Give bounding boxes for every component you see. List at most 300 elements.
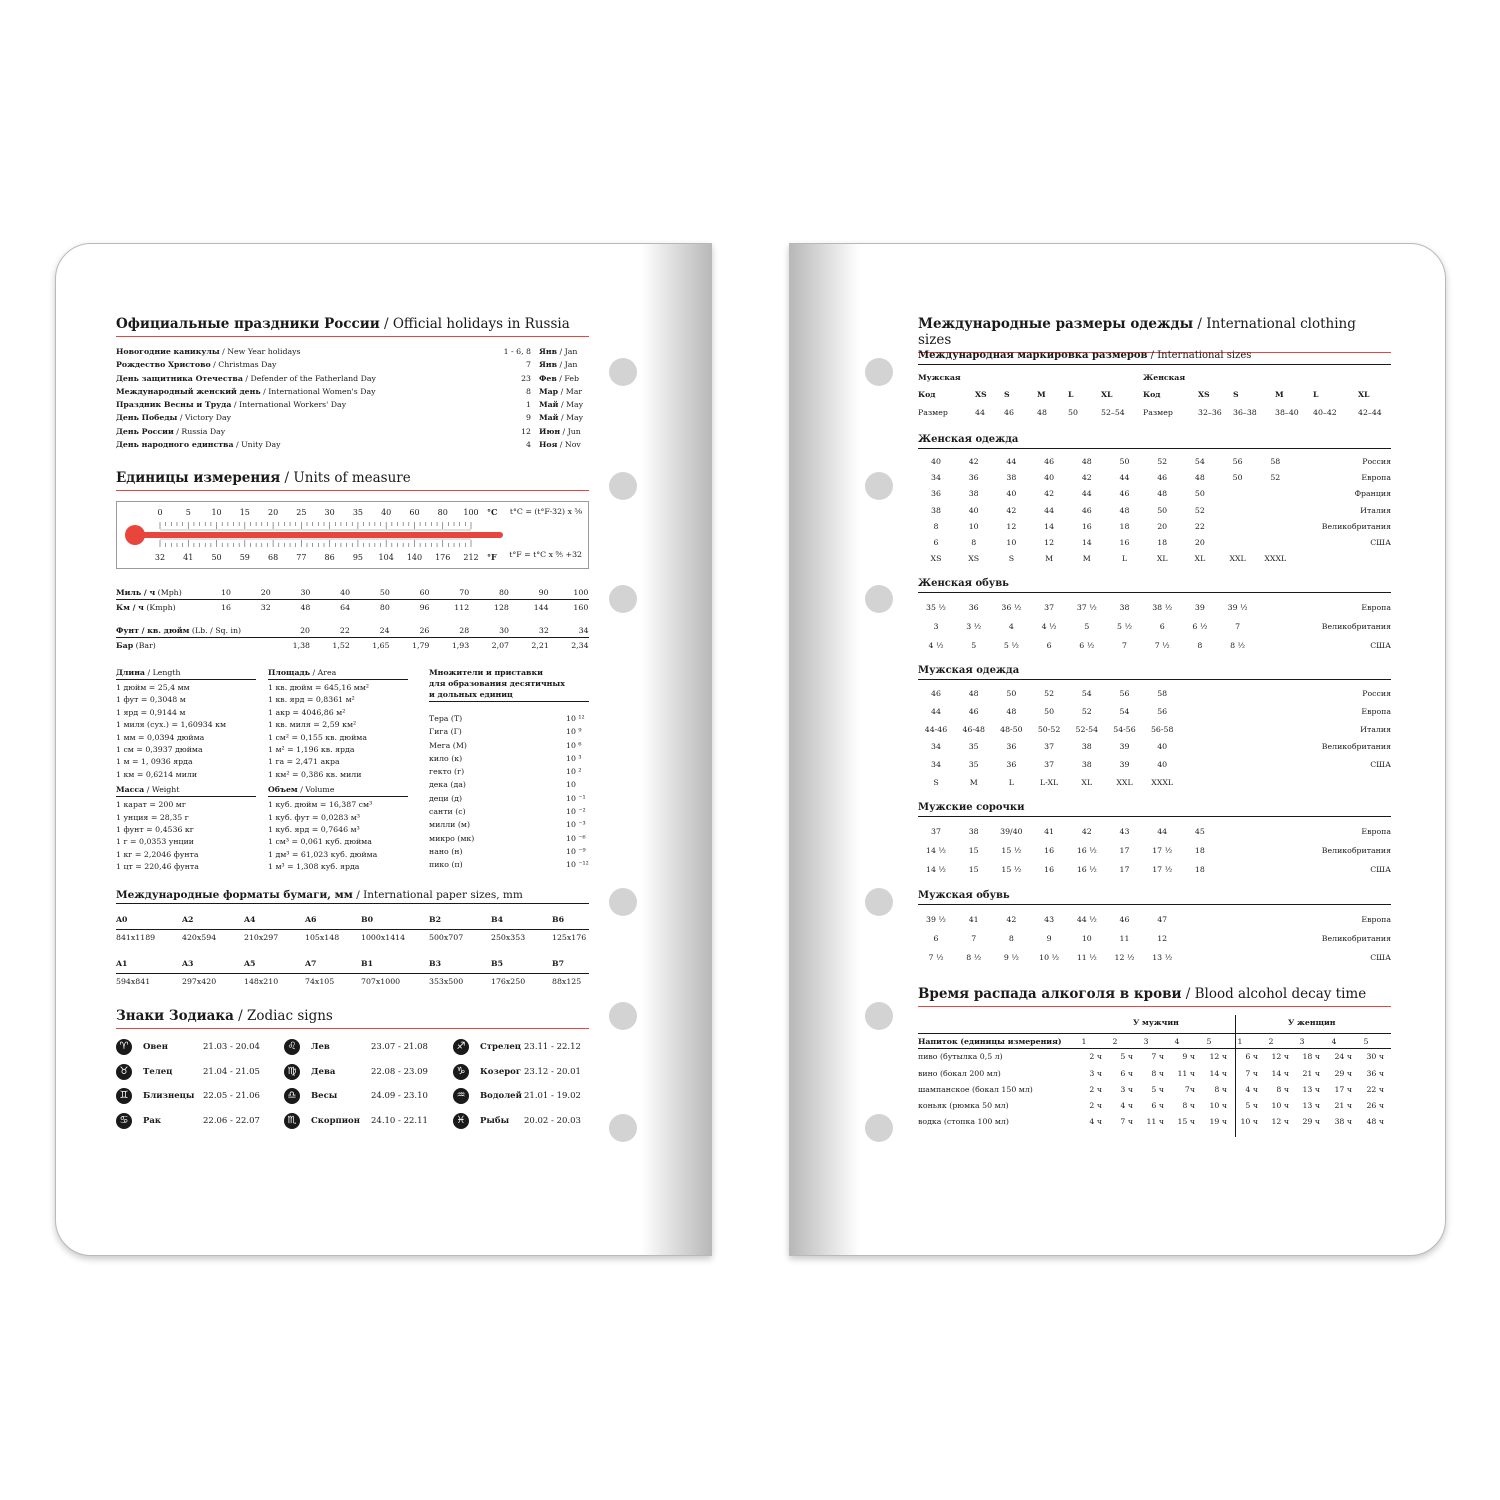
fahrenheit-label: 32 [154,553,166,562]
size-cell: 40 [1157,760,1168,770]
holiday-date: 9 [526,413,531,423]
holiday-name [116,385,376,398]
size-row [918,535,1391,551]
zodiac-dates: 20.02 - 20.03 [524,1116,581,1127]
paper-title-en: / International paper sizes, mm [352,889,523,901]
size-cell: 9 [1046,934,1052,943]
women-decay-time: 18 ч [1302,1052,1320,1062]
binder-hole [609,585,637,613]
intl-sizes-table [918,369,1391,419]
men-decay-time: 7 ч [1120,1117,1133,1127]
prefix-row [429,818,589,831]
paper-size: 420x594 [182,933,217,942]
prefix-value: 10 ⁹ [566,727,582,737]
conversion-value: 128 [494,603,509,612]
code-label: Код [1143,390,1161,399]
size-cell: 18 [1194,846,1205,856]
conversion-line: 1 ярд = 0,9144 м [116,707,186,717]
holiday-row [116,411,589,424]
size-row [918,454,1391,470]
size-cell: 34 [931,473,941,483]
size-label: Размер [918,408,948,417]
fahrenheit-unit: °F [487,552,497,562]
size-country: США [1370,641,1391,650]
binder-hole [609,888,637,916]
size-cell: 17 ½ [1152,865,1173,875]
size-cell: 5 ½ [1117,622,1132,631]
zodiac-sign [284,1062,428,1082]
conversion-label [116,638,156,653]
conversion-value: 16 [221,603,231,612]
men-decay-time: 8 ч [1151,1068,1164,1078]
holiday-row [116,425,589,438]
prefix-row [429,845,589,858]
men-code: L [1068,390,1074,399]
conversion-value: 32 [260,603,271,612]
paper-format: B4 [491,915,504,924]
women-decay-time: 26 ч [1366,1100,1384,1110]
paper-size: 250x353 [491,933,526,942]
prefix-value: 10 [566,780,576,790]
length-heading [116,667,256,680]
conversion-value: 90 [538,588,549,597]
men-decay-time: 4 ч [1089,1117,1102,1127]
size-cell: S [933,777,939,787]
paper-size: 176x250 [491,977,526,986]
zodiac-dates: 21.04 - 21.05 [203,1066,260,1077]
size-cell: 39/40 [1000,827,1023,836]
women-decay-time: 6 ч [1245,1052,1258,1062]
size-cell: 48-50 [1000,724,1023,734]
area-list [268,682,408,781]
alcohol-row [918,1114,1391,1130]
prefix-row [429,858,589,871]
size-cell: 9 ½ [1003,953,1019,962]
paper-format: A5 [244,959,256,968]
holiday-month [539,438,581,451]
size-cell: 54-56 [1113,724,1136,734]
celsius-label: 35 [352,508,364,517]
holiday-name [116,425,225,438]
women-decay-time: 48 ч [1366,1117,1384,1127]
size-cell: 8 [1197,641,1203,650]
men-header: У мужчин [1133,1018,1179,1027]
holiday-date: 1 [526,400,531,410]
size-cell: 7 [971,934,977,943]
size-cell: 52 [1081,706,1092,716]
holiday-month-ru: Май [539,400,559,410]
fahrenheit-label: 212 [463,553,479,562]
size-cell: 7 ½ [1154,641,1170,650]
celsius-label: 0 [157,508,163,517]
men-decay-time: 19 ч [1209,1117,1227,1127]
prefix-name: гекто (г) [429,767,465,777]
size-cell: 7 ½ [928,953,944,962]
men-decay-time: 7ч [1184,1084,1195,1094]
conversion-row [116,623,589,638]
size-cell: 8 ½ [1230,641,1246,650]
size-cell: 42 [1081,473,1092,483]
size-row [918,685,1391,703]
zodiac-sign [453,1086,593,1106]
conversion-label-en: (Kmph) [143,603,176,612]
size-cell: 50-52 [1037,724,1061,734]
size-country: Франция [1354,489,1391,499]
size-cell: 16 [1081,521,1092,531]
men-decay-time: 15 ч [1177,1117,1195,1127]
conversion-line: 1 акр = 4046,86 м² [268,707,346,717]
size-cell: 4 [1008,622,1014,631]
size-cell: 38 [968,489,979,499]
men-decay-time: 3 ч [1120,1084,1133,1094]
size-cell: 4 ½ [1041,622,1057,631]
thermometer-scale [116,501,589,569]
men-label: Мужская [918,373,961,382]
libra-icon: ♎ [284,1088,300,1104]
conversion-row [116,638,589,653]
clothing-title-en: / International clothing sizes [918,316,1356,348]
size-cell: S [1008,554,1015,564]
size-cell: L [1121,554,1128,564]
paper-size: 594x841 [116,977,151,986]
men-decay-time: 2 ч [1089,1052,1102,1062]
conversion-value: 40 [340,588,351,597]
size-cell: 20 [1194,537,1205,547]
binder-hole [865,888,893,916]
holiday-month [539,372,579,385]
size-cell: 44-46 [924,724,948,734]
size-cell: 48 [968,689,979,698]
size-country: США [1370,537,1391,547]
zodiac-sign [284,1086,428,1106]
zodiac-sign [453,1111,593,1131]
length-column [116,667,256,874]
zodiac-sign [116,1062,260,1082]
size-cell: L [1008,777,1014,787]
conversion-row [116,600,589,615]
size-cell: 36 [968,603,979,612]
size-cell: 39 [1119,742,1130,752]
conversion-line: 1 куб. дюйм = 16,387 см³ [268,800,373,810]
size-cell: 34 [931,742,941,752]
women-decay-time: 10 ч [1240,1117,1258,1127]
size-cell: 54 [1194,457,1205,466]
alcohol-title-ru: Время распада алкоголя в крови [918,986,1182,1002]
men-col-number: 4 [1174,1037,1180,1047]
men_clothing-title: Мужская одежда [918,665,1391,680]
pressure-table [116,623,589,653]
size-cell: 16 [1044,846,1055,856]
conversion-value: 2,34 [571,641,589,650]
zodiac-name: Козерог [480,1066,522,1077]
zodiac-name: Лев [311,1042,330,1052]
women-decay-time: 12 ч [1271,1117,1289,1127]
men-code: M [1037,390,1046,399]
clothing-title [918,316,1391,353]
size-cell: 46 [1157,473,1168,483]
size-cell: 38 [1119,603,1130,612]
size-cell: 44 [1006,457,1017,466]
men-decay-time: 3 ч [1089,1068,1102,1078]
women-decay-time: 38 ч [1334,1117,1352,1127]
size-cell: 56 [1232,457,1243,466]
code-label: Код [918,390,936,399]
men-code: S [1004,390,1010,399]
size-country: Великобритания [1321,622,1391,631]
mass-list [116,799,256,873]
holiday-month-ru: Мар [539,386,559,396]
size-cell: 39 ½ [926,915,946,924]
women-code: M [1275,390,1284,399]
zodiac-dates: 24.09 - 23.10 [371,1091,428,1102]
conversion-line: 1 миля (сух.) = 1,60934 км [116,720,227,730]
women-decay-time: 10 ч [1271,1100,1289,1110]
zodiac-name: Дева [311,1066,336,1077]
men-decay-time: 10 ч [1209,1100,1227,1110]
size-cell: 7 [1235,622,1241,631]
mass-heading-ru: Масса [116,785,145,795]
size-row [918,738,1391,756]
conversion-value: 32 [538,626,549,635]
conversion-label-ru: Бар [116,641,134,650]
zodiac-sign [284,1111,428,1131]
women-decay-time: 7 ч [1245,1068,1258,1078]
holiday-month-en: / Nov [557,440,581,450]
volume-heading [268,784,408,797]
size-country: Великобритания [1321,521,1391,531]
holiday-name [116,345,301,358]
size-cell: 14 [1081,537,1092,547]
men-decay-time: 7 ч [1151,1052,1164,1062]
zodiac-sign [453,1037,593,1057]
size-cell: 46-48 [962,724,985,734]
fahrenheit-label: 86 [324,553,335,562]
size-row [918,860,1391,879]
men-shoes-section [918,890,1391,967]
conversion-value: 1,38 [292,641,310,650]
size-cell: 42 [1044,489,1055,499]
zodiac-name: Телец [143,1066,173,1077]
size-country: Европа [1361,827,1391,836]
women-code: S [1233,390,1239,399]
intl-sizes-title [918,350,1391,365]
women_clothing-rows [918,454,1391,567]
zodiac-dates: 22.06 - 22.07 [203,1116,260,1127]
prefix-value: 10 ⁻⁶ [566,833,586,843]
holiday-name-ru: День Победы [116,413,178,423]
size-cell: 5 [971,641,977,650]
size-cell: 3 ½ [966,622,982,631]
men_clothing-rows [918,685,1391,792]
size-cell: 40 [968,505,979,515]
prefix-name: дека (да) [429,780,466,790]
size-row [918,774,1391,792]
conversion-value: 1,65 [372,641,390,650]
men-decay-time: 11 ч [1146,1117,1164,1127]
women-decay-time: 12 ч [1271,1052,1289,1062]
conversion-line: 1 фунт = 0,4536 кг [116,825,194,835]
women-decay-time: 8 ч [1276,1084,1289,1094]
holiday-month [539,425,581,438]
zodiac-sign [116,1086,260,1106]
size-cell: 37 [1044,742,1055,752]
prefix-row [429,739,589,752]
men-size: 48 [1037,408,1047,417]
paper-size: 297x420 [182,977,217,986]
men_shirts-rows [918,822,1391,880]
women-decay-time: 5 ч [1245,1100,1258,1110]
men-decay-time: 4 ч [1120,1100,1133,1110]
size-cell: 6 [933,537,939,547]
holiday-month-ru: Янв [539,347,557,356]
size-cell: 11 [1119,934,1130,943]
zodiac-title [116,1008,589,1029]
holiday-row [116,438,589,451]
intl-sizes-title-en: / International sizes [1147,350,1252,361]
conversion-line: 1 унция = 28,35 г [116,812,189,822]
men-col-number: 5 [1206,1037,1212,1047]
prefix-value: 10 ⁻² [566,807,586,817]
size-row [918,703,1391,721]
prefix-value: 10 ⁻³ [566,820,586,830]
zodiac-sign [284,1037,428,1057]
prefix-name: пико (п) [429,860,463,870]
size-cell: XXXL [1264,554,1287,564]
alcohol-section [918,986,1391,1137]
size-cell: 54 [1081,689,1092,698]
prefix-row [429,712,589,725]
size-country: Европа [1361,915,1391,924]
holiday-month [539,411,583,424]
prefix-name: Гига (Г) [429,727,462,737]
men-decay-time: 8 ч [1182,1100,1195,1110]
size-row [918,822,1391,841]
conversion-value: 20 [260,588,271,597]
size-row [918,519,1391,535]
fahrenheit-label: 59 [239,553,250,562]
prefix-value: 10 ⁻⁹ [566,846,586,856]
prefixes-heading [429,667,589,702]
celsius-label: 40 [381,508,392,517]
size-cell: 6 [933,934,939,943]
zodiac-sign [453,1062,593,1082]
size-cell: 38 [931,505,941,515]
size-cell: 10 [1006,537,1017,547]
conversion-line: 1 м³ = 1,308 куб. ярда [268,862,360,872]
size-cell: 52 [1270,473,1281,483]
size-cell: 40 [1044,473,1055,483]
women-size: 42–44 [1358,408,1382,417]
length-heading-ru: Длина [116,668,145,677]
conversion-line: 1 дюйм = 25,4 мм [116,683,190,692]
zodiac-title-ru: Знаки Зодиака [116,1008,234,1024]
size-cell: 11 ½ [1076,953,1097,962]
men-decay-time: 14 ч [1209,1068,1227,1078]
size-cell: 36 [931,489,941,499]
conversion-line: 1 км² = 0,386 кв. мили [268,769,362,779]
holiday-month-en: / May [558,413,584,423]
size-cell: 35 [968,742,979,752]
size-cell: 50 [1194,489,1205,499]
size-row [918,721,1391,739]
paper-size: 500x707 [429,933,464,942]
prefix-value: 10 ⁻¹² [566,860,589,870]
units-title [116,470,589,491]
size-cell: XS [968,554,980,564]
size-country: Европа [1361,603,1391,612]
fahrenheit-label: 41 [183,553,194,562]
men-decay-time: 5 ч [1120,1052,1133,1062]
zodiac-dates: 22.05 - 21.06 [203,1091,260,1102]
conversion-value: 80 [498,588,509,597]
size-country: Италия [1360,505,1391,515]
size-country: Великобритания [1321,846,1391,856]
size-cell: 46 [1119,489,1130,499]
conversion-label-en: (Lb. / Sq. in) [189,626,242,635]
celsius-label: 20 [267,508,279,517]
paper-format: A0 [116,915,128,924]
size-cell: 44 [1119,473,1130,483]
holiday-date: 8 [526,386,531,396]
size-cell: 12 ½ [1114,953,1135,962]
holiday-name-ru: Новогодние каникулы [116,347,220,356]
clothing-title-ru: Международные размеры одежды [918,316,1194,332]
area-column [268,667,408,874]
aries-icon: ♈ [116,1039,132,1055]
conversion-label-ru: Миль / ч [116,588,156,597]
holiday-month-en: / May [558,400,584,410]
size-cell: 39 [1194,603,1205,612]
conversion-value: 160 [573,603,589,612]
conversion-label-en: (Bar) [133,641,156,650]
women-col-number: 2 [1268,1037,1274,1047]
holiday-name-en: / Russia Day [173,426,226,436]
size-cell: XL [1081,777,1093,787]
men_shoes-rows [918,910,1391,967]
men-decay-time: 2 ч [1089,1084,1102,1094]
area-heading [268,667,408,680]
conversion-value: 2,21 [531,641,549,650]
size-cell: 18 [1157,537,1168,547]
conversion-value: 2,07 [491,641,509,650]
size-cell: 44 [931,706,941,716]
holiday-month [539,358,577,371]
women-size: 40–42 [1313,408,1337,417]
size-cell: 16 ½ [1076,846,1097,856]
conversion-line: 1 кв. ярд = 0,8361 м² [268,695,355,705]
binder-hole [865,1114,893,1142]
fahrenheit-label: 140 [406,553,423,562]
size-cell: 15 ½ [1001,865,1022,875]
size-row [918,617,1391,636]
size-cell: 48 [1157,489,1168,499]
size-cell: 8 [933,521,939,531]
holiday-name-en: / Unity Day [233,440,281,450]
alcohol-row [918,1082,1391,1098]
conversion-label-ru: Фунт / кв. дюйм [116,626,190,635]
conversion-value: 100 [573,588,589,597]
size-cell: 6 ½ [1079,641,1095,650]
size-cell: 39 ½ [1227,603,1248,612]
fahrenheit-label: 68 [267,553,279,562]
prefixes-heading-line: для образования десятичных [429,679,565,688]
zodiac-dates: 24.10 - 22.11 [371,1116,428,1127]
size-cell: 46 [1119,915,1130,924]
men-size: 52–54 [1101,408,1125,417]
size-cell: 44 [1081,489,1092,499]
paper-size: 88x125 [552,977,582,986]
paper-divider [116,973,589,974]
